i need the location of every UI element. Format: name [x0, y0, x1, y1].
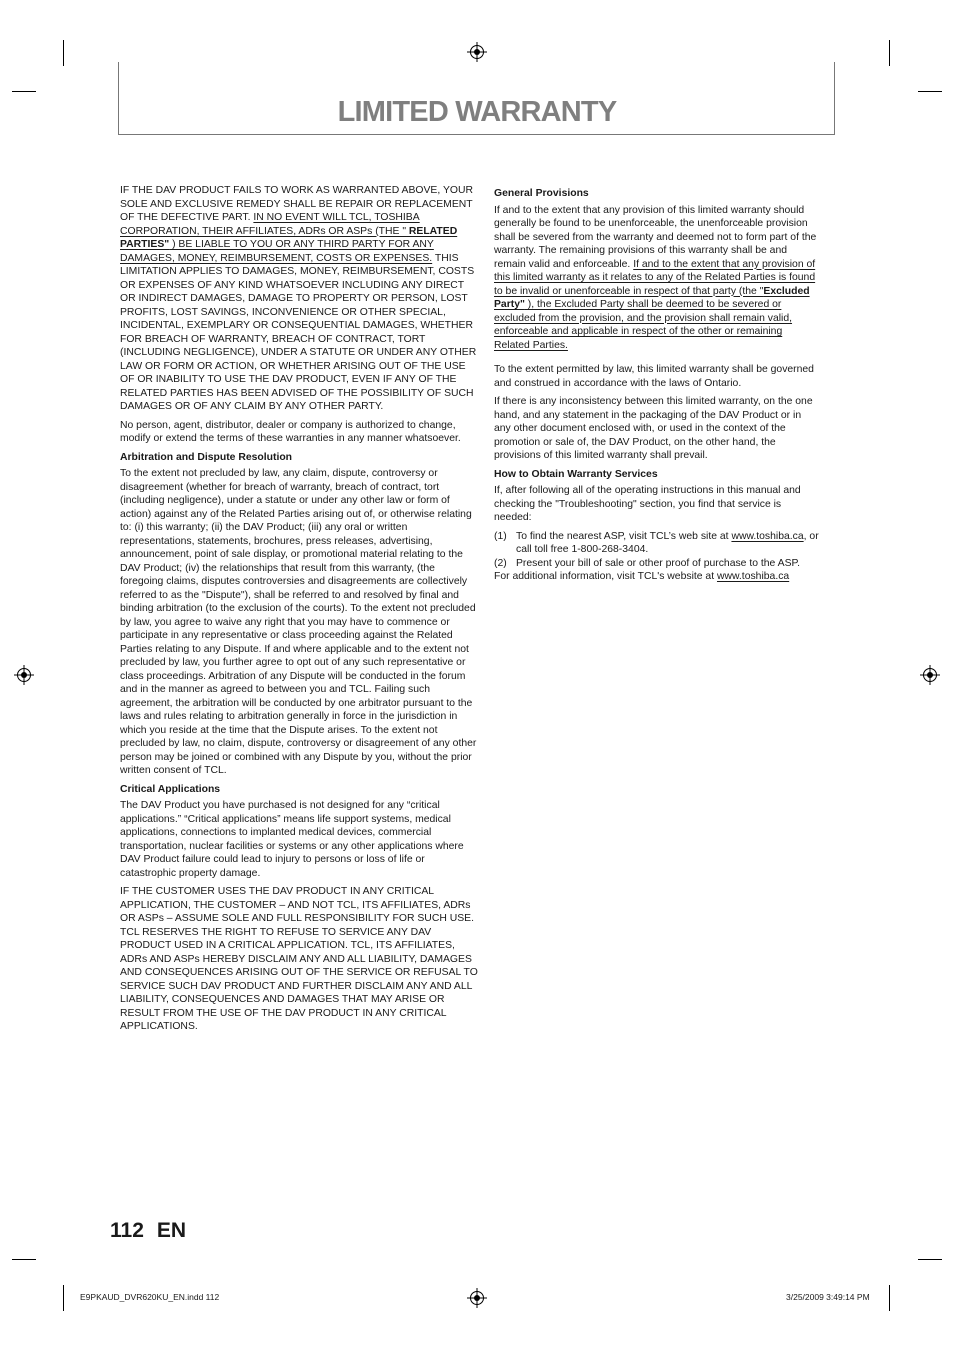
- page-title: LIMITED WARRANTY: [337, 96, 617, 128]
- additional-info-text: For additional information, visit TCL's website at: [494, 571, 717, 582]
- severability-underlined-text: [494, 259, 815, 351]
- page-language: EN: [156, 1219, 187, 1242]
- severability-text: If and to the extent that any provision of this limited warranty should generally be found to be unenforceable, the unenforceable provision shall be severed from the warranty and deemed not to form part of the warranty. The remaining provisions of this warranty shall be and remain valid and enforceable.: [494, 204, 817, 270]
- footer-filename: E9PKAUD_DVR620KU_EN.indd 112: [80, 1292, 220, 1302]
- list-item: [494, 530, 819, 557]
- list-item-number: (2): [494, 557, 507, 569]
- crop-mark: [889, 40, 890, 66]
- toshiba-website-link[interactable]: www.toshiba.ca: [731, 530, 804, 542]
- right-column: [494, 187, 819, 589]
- crop-mark: [12, 91, 36, 92]
- liability-paragraph: [120, 184, 480, 414]
- footer-datetime: 3/25/2009 3:49:14 PM: [786, 1292, 870, 1302]
- governing-law-paragraph: To the extent permitted by law, this limited warranty shall be governed and construed in accordance with the laws of Ontario.: [494, 364, 814, 389]
- liability-text: IF THE DAV PRODUCT FAILS TO WORK AS WARRANTED ABOVE, YOUR SOLE AND EXCLUSIVE REMEDY SHALL BE REPAIR OR REPLACEMENT OF THE DEFECTIVE PART.: [120, 185, 473, 223]
- general-provisions-heading: General Provisions: [494, 188, 589, 199]
- liability-text: ) BE LIABLE TO YOU OR ANY THIRD PARTY FOR ANY DAMAGES, MONEY, REIMBURSEMENT, COSTS OR EXPENSES.: [120, 239, 434, 264]
- page-number-value: 112: [110, 1219, 144, 1242]
- warranty-services-heading: How to Obtain Warranty Services: [494, 468, 658, 480]
- service-steps-list: [494, 530, 819, 571]
- crop-mark: [918, 1259, 942, 1260]
- service-intro-paragraph: If, after following all of the operating instructions in this manual and checking the "Troubleshooting" section, you find that service is needed:: [494, 485, 801, 523]
- list-item-text: Present your bill of sale or other proof of purchase to the ASP.: [516, 557, 800, 569]
- arbitration-heading: Arbitration and Dispute Resolution: [120, 451, 293, 463]
- list-item-number: (1): [494, 530, 507, 542]
- critical-applications-heading: Critical Applications: [120, 783, 221, 795]
- no-modification-paragraph: No person, agent, distributor, dealer or company is authorized to change, modify or extend the terms of these warranties in any manner whatsoever.: [120, 419, 461, 444]
- toshiba-website-link[interactable]: www.toshiba.ca: [716, 571, 790, 582]
- crop-mark: [63, 40, 64, 66]
- registration-mark-icon: [470, 45, 484, 59]
- crop-mark: [918, 91, 942, 92]
- list-item-text-part: , or call toll free 1-800-268-3404.: [516, 530, 819, 555]
- additional-info-paragraph: [494, 570, 819, 584]
- registration-mark-icon: [17, 668, 31, 682]
- registration-mark-icon: [923, 668, 937, 682]
- crop-mark: [12, 1259, 36, 1260]
- inconsistency-paragraph: If there is any inconsistency between this limited warranty, on the one hand, and any statement in the packaging of the DAV Product or in any other document enclosed with, or used in the context of the promotion or sale of, the DAV Product, on the other hand, the provisions of this limited warranty shall prevail.: [494, 396, 813, 461]
- critical-use-disclaimer-paragraph: IF THE CUSTOMER USES THE DAV PRODUCT IN ANY CRITICAL APPLICATION, THE CUSTOMER – AND NOT TCL, ITS AFFILIATES, ADRs OR ASPs – ASSUME SOLE AND FULL RESPONSIBILITY FOR SUCH USE. TCL RESERVES THE RIGHT TO REFUSE TO SERVICE ANY DAV PRODUCT USED IN A CRITICAL APPLICATION. TCL, ITS AFFILIATES, ADRs AND ASPs HEREBY DISCLAIM ANY AND ALL LIABILITY, DAMAGES AND CONSEQUENCES ARISING OUT OF THE SERVICE OR REFUSAL TO SERVICE SUCH DAV PRODUCT AND FURTHER DISCLAIM ANY AND ALL LIABILITY, CONSEQUENCES AND DAMAGES THAT MAY ARISE OR RESULT FROM THE USE OF THE DAV PRODUCT IN ANY CRITICAL APPLICATIONS.: [120, 886, 478, 1032]
- critical-applications-paragraph: The DAV Product you have purchased is not designed for any “critical applications.” “Critical applications” means life support systems, medical applications, connections to implanted medical devices, commercial transportation, nuclear facilities or systems or any other applications where DAV Product failure could lead to injury to persons or loss of life or catastrophic property damage.: [120, 800, 464, 879]
- page-number: [110, 1219, 186, 1243]
- crop-mark: [63, 1285, 64, 1311]
- liability-text: THIS LIMITATION APPLIES TO DAMAGES, MONEY, REIMBURSEMENT, COSTS OR EXPENSES OF ANY KIND WHATSOEVER INCLUDING ANY DIRECT OR INDIRECT DAMAGES, DAMAGE TO PROPERTY OR PERSON, LOST PROFITS, LOST SAVINGS, INCONVENIENCE OR OTHER SPECIAL, INCIDENTAL, EXEMPLARY OR CONSEQUENTIAL DAMAGES, WHETHER FOR BREACH OF WARRANTY, BREACH OF CONTRACT, TORT (INCLUDING NEGLIGENCE), UNDER A STATUTE OR UNDER ANY OTHER LAW OR FORM OR ACTION, OR WHETHER ARISING OUT OF THE USE OF OR INABILITY TO USE THE DAV PRODUCT, EVEN IF ANY OF THE RELATED PARTIES HAS BEEN ADVISED OF THE POSSIBILITY OF SUCH DAMAGES OR OF ANY CLAIM BY ANY OTHER PARTY.: [120, 252, 477, 412]
- severability-paragraph: [494, 204, 819, 353]
- severability-text: If and to the extent that any provision of this limited warranty as it relates to any of the Related Parties is found to be invalid or unenforceable in respect of that party (the ": [494, 258, 816, 297]
- list-item-text: [516, 530, 819, 557]
- severability-text: ), the Excluded Party shall be deemed to be severed or excluded from the provision, and the provision shall remain valid, enforceable and applicable in respect of the other or remaining Related Parties.: [494, 299, 793, 351]
- arbitration-paragraph: To the extent not precluded by law, any claim, dispute, controversy or disagreement (whether for breach of warranty, breach of contract, tort (including negligence), under a statute or under any other law or form of action) against any of the Related Parties arising out of, or otherwise relating to: (i) this warranty; (ii) the DAV Product; (iii) any oral or written representations, statements, brochures, press releases, advertising, announcement, point of sale display, or promotional material relating to the DAV Product; (iv) the relationships that result from this warranty, (the foregoing claims, disputes controversies and disagreements are collectively referred to as the "Dispute"), shall be referred to and resolved by final and binding arbitration (to the exclusion of the courts). To the extent not precluded by law, you agree to waive any right that you may have to commence or participate in any representative or class proceeding against the Related Parties relating to any Dispute. If and where applicable and to the extent not precluded by law, you further agree to opt out of any such representative or class proceedings. Arbitration of any Dispute will be conducted in the forum and in the manner as agreed to between you and TCL. Failing such agreement, the arbitration will be conducted by one arbitrator pursuant to the laws and rules relating to arbitration generally in force in the jurisdiction in which you reside at the time that the Dispute arises. To the extent not precluded by law, no claim, dispute, controversy or disagreement of any other person may be joined or combined with any Dispute by you, without the prior written consent of TCL.: [120, 468, 477, 776]
- list-item-text-part: To find the nearest ASP, visit TCL’s web site at: [516, 530, 732, 542]
- crop-mark: [889, 1285, 890, 1311]
- list-item: [494, 557, 819, 571]
- liability-text: IN NO EVENT WILL TCL, TOSHIBA CORPORATION, THEIR AFFILIATES, ADRs OR ASPs (THE ": [120, 212, 420, 237]
- excluded-party-term: Excluded Party": [494, 285, 810, 310]
- left-column: [120, 184, 480, 1039]
- registration-mark-icon: [470, 1291, 484, 1305]
- related-parties-term: RELATED PARTIES": [120, 225, 458, 250]
